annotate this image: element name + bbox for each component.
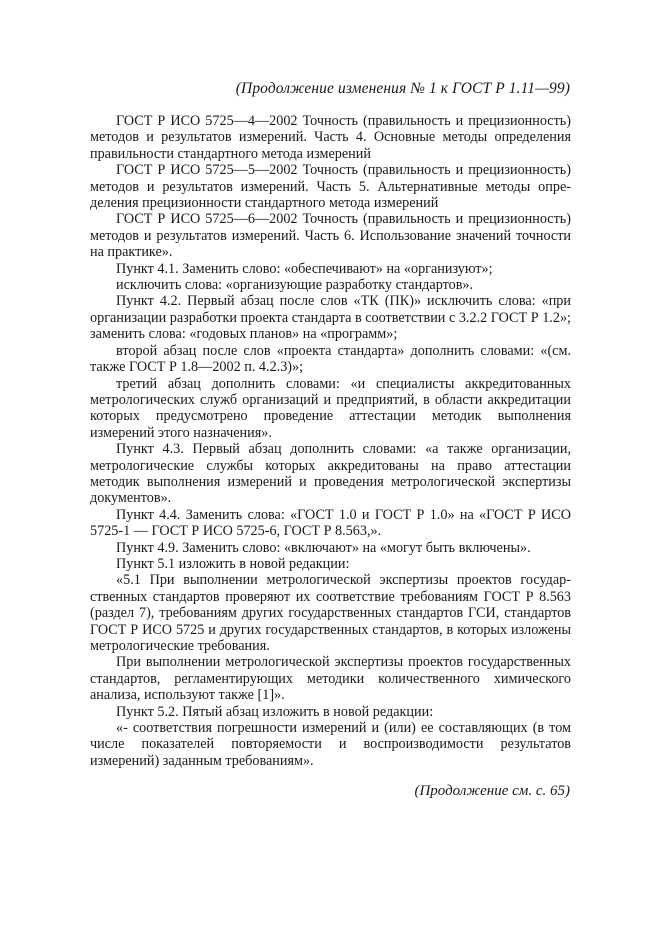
continuation-footer: (Продолжение см. с. 65) xyxy=(414,783,570,799)
paragraph: ГОСТ Р ИСО 5725—4—2002 Точность (правильность и прецизионность) методов и результатов измерений. Часть 4. Основные методы определения правильности стандартного метода измерений xyxy=(90,113,571,162)
paragraph: При выполнении метрологической экспертизы проектов государственных стандартов, регламентирующих методики количественного химического анализа, используют также [1]». xyxy=(90,654,571,704)
document-body xyxy=(90,113,571,769)
paragraph: ГОСТ Р ИСО 5725—5—2002 Точность (правильность и прецизионность) методов и результатов измерений. Часть 5. Альтернативные методы определения прецизионности стандартного метода измерений xyxy=(90,162,571,212)
paragraph: второй абзац после слов «проекта стандарта» дополнить словами: «(см. также ГОСТ Р 1.8—2002 п. 4.2.3)»; xyxy=(90,342,571,376)
paragraph: Пункт 4.1. Заменить слово: «обеспечивают» на «организуют»; xyxy=(116,260,493,277)
continuation-header: (Продолжение изменения № 1 к ГОСТ Р 1.11—99) xyxy=(235,80,570,97)
paragraph: «5.1 При выполнении метрологической экспертизы проектов государственных стандартов проверяют их соответствие требованиям ГОСТ Р 8.563 (раздел 7), требованиям других государственных стандартов ГСИ, стандартов ГОСТ Р ИСО 5725 и других государственных стандартов, в которых изложены метрологические требования. xyxy=(90,572,571,654)
paragraph: Пункт 4.9. Заменить слово: «включают» на «могут быть включены». xyxy=(116,539,531,556)
paragraph: Пункт 4.4. Заменить слова: «ГОСТ 1.0 и ГОСТ Р 1.0» на «ГОСТ Р ИСО 5725-1 — ГОСТ Р ИСО 5725-6, ГОСТ Р 8.563,». xyxy=(90,506,571,540)
paragraph: исключить слова: «организующие разработку стандартов». xyxy=(116,277,474,294)
paragraph: Пункт 5.2. Пятый абзац изложить в новой редакции: xyxy=(116,703,434,720)
paragraph: ГОСТ Р ИСО 5725—6—2002 Точность (правильность и прецизионность) методов и результатов измерений. Часть 6. Использование значений точности на практике». xyxy=(90,211,571,261)
paragraph: Пункт 4.3. Первый абзац дополнить словами: «а также организации, метрологические службы которых аккредитованы на право аттестации методик выполнения измерений и проведения метрологической экспертизы документов». xyxy=(90,441,571,507)
paragraph: Пункт 4.2. Первый абзац после слов «ТК (ПК)» исключить слова: «при организации разработки проекта стандарта в соответствии с 3.2.2 ГОСТ Р 1.2»; заменить слова: «годовых планов» на «программ»; xyxy=(90,293,571,343)
paragraph: Пункт 5.1 изложить в новой редакции: xyxy=(116,555,350,572)
paragraph: третий абзац дополнить словами: «и специалисты аккредитованных метрологических служб организаций и предприятий, в области аккредитации которых предусмотрено проведение аттестации методик выполнения измерений этого назначения». xyxy=(90,375,571,441)
paragraph: «- соответствия погрешности измерений и (или) ее составляющих (в том числе показателей повторяемости и воспроизводимости результатов измерений) заданным требованиям». xyxy=(90,720,571,769)
